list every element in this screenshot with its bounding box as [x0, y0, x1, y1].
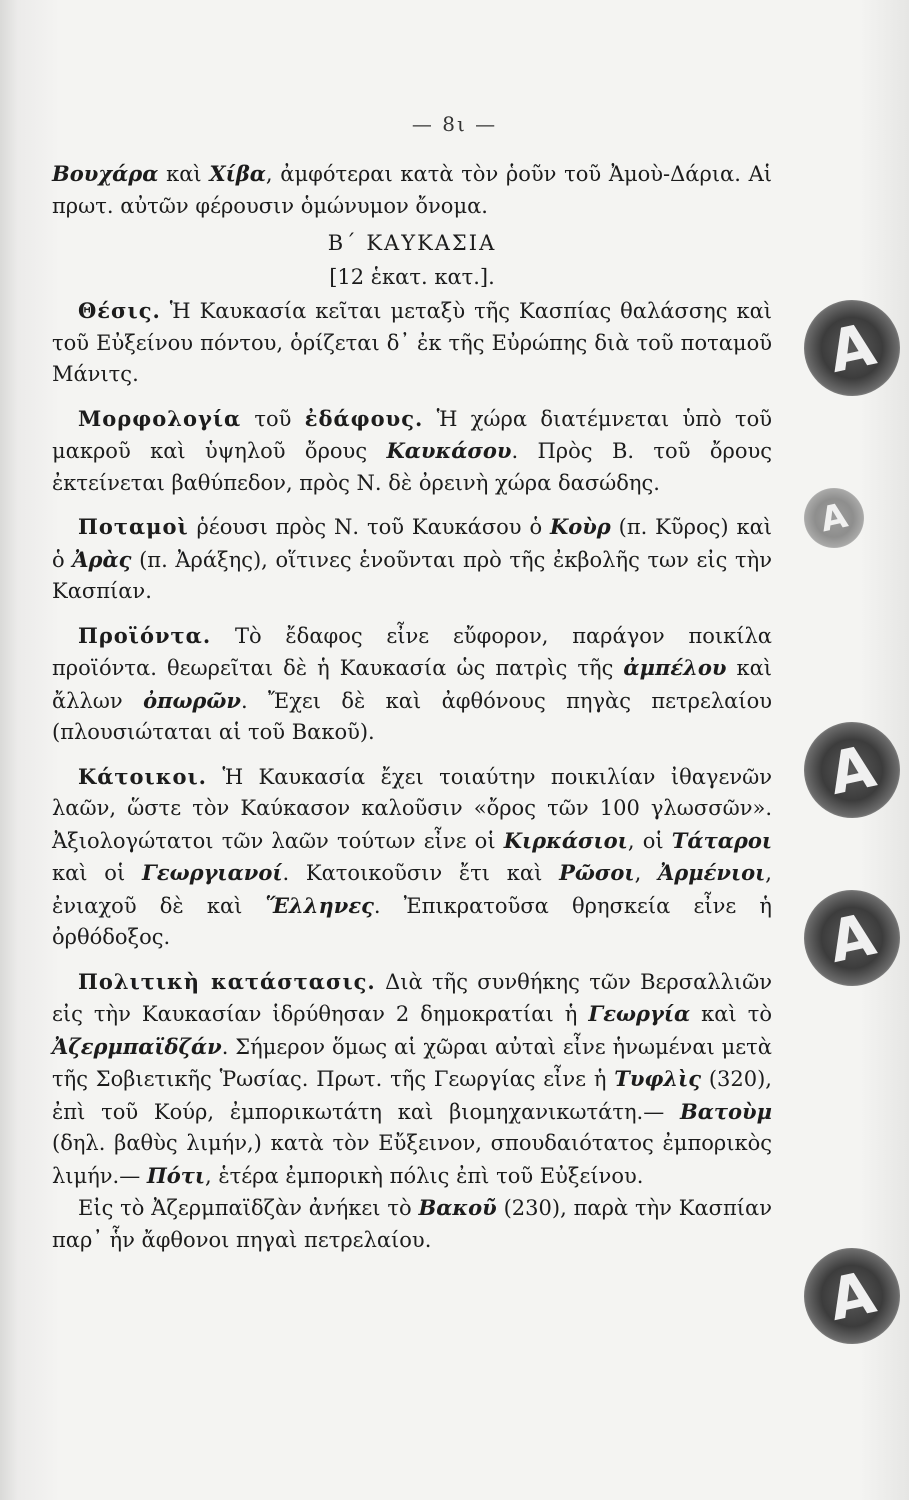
people-name: Γεωργιανοί — [141, 860, 283, 885]
body-text: . Ἐπικρατοῦσα θρησκεία εἶνε ἡ ὀρθόδοξος. — [52, 893, 772, 949]
body-text: (320), ἐπὶ τοῦ Κούρ, ἐμπορικωτάτη καὶ βιομηχανικωτάτη.— — [52, 1067, 772, 1124]
body-text: καὶ ἄλλων — [52, 656, 772, 713]
paragraph-bukhara-khiva — [52, 158, 772, 222]
body-text: Διὰ τῆς συνθήκης τῶν Βερσαλλιῶν εἰς τὴν Καυκασίαν ἱδρύθησαν 2 δημοκρατίαι ἡ — [52, 969, 772, 1026]
paragraph-heading: ἐδάφους. — [304, 405, 424, 431]
people-name: Ἕλληνες — [265, 892, 374, 918]
paragraph-heading: Μορφολογία — [78, 405, 242, 431]
place-name: Τυφλὶς — [614, 1066, 702, 1091]
page-body — [52, 158, 772, 1256]
body-text: καὶ οἱ — [52, 861, 142, 885]
place-name: Κοὺρ — [549, 514, 611, 539]
paragraph-heading: Θέσις. — [78, 298, 161, 323]
people-name: Τάταροι — [671, 827, 773, 853]
place-name: Βατοὺμ — [680, 1098, 772, 1124]
paragraph-position — [52, 295, 772, 391]
body-text: . Πρὸς Β. τοῦ ὄρους ἐκτείνεται βαθύπεδον, πρὸς Ν. δὲ ὀρεινὴ χώρα δασώδης. — [52, 439, 772, 495]
body-text: , ἀμφότεραι κατὰ τὸν ῥοῦν τοῦ Ἀμοὺ-Δάρια. Αἱ πρωτ. αὐτῶν φέρουσιν ὁμώνυμον ὄνομα. — [52, 162, 772, 218]
paragraph-heading: Προϊόντα. — [78, 622, 212, 648]
place-name: Βακοῦ — [418, 1195, 497, 1220]
body-text: Τὸ ἔδαφος εἶνε εὔφορον, παράγον ποικίλα προϊόντα. θεωρεῖται δὲ ἡ Καυκασία ὡς πατρὶς τῆς — [52, 623, 772, 680]
paragraph-products — [52, 620, 772, 749]
body-text: , — [634, 861, 658, 885]
body-text: Ἡ χώρα διατέμνεται ὑπὸ τοῦ μακροῦ καὶ ὑψηλοῦ ὄρους — [52, 406, 772, 463]
body-text: τοῦ — [241, 406, 305, 431]
section-area: [12 ἑκατ. κατ.]. — [329, 264, 495, 289]
body-text: ῥέουσι πρὸς Ν. τοῦ Καυκάσου ὁ — [188, 515, 550, 539]
place-name: Βουχάρα — [52, 161, 159, 186]
emphasis-term: ἀμπέλου — [623, 655, 727, 680]
body-text: . Κατοικοῦσιν ἔτι καὶ — [282, 861, 560, 885]
body-text: καὶ — [158, 162, 210, 186]
body-text: . Ἔχει δὲ καὶ ἀφθόνους πηγὰς πετρελαίου (πλουσιώταται αἱ τοῦ Βακοῦ). — [52, 688, 772, 744]
body-text: Εἰς τὸ Ἀζερμπαϊδζὰν ἀνήκει τὸ — [78, 1196, 419, 1220]
paragraph-political-situation — [52, 966, 772, 1193]
stamp-mark: A — [795, 291, 909, 405]
body-text: . Σήμερον ὅμως αἱ χῶραι αὐταὶ εἶνε ἡνωμέναι μετὰ τῆς Σοβιετικῆς Ῥωσίας. Πρωτ. τῆς Γεωργίας εἶνε ἡ — [52, 1034, 772, 1091]
place-name: Ἀρὰς — [72, 546, 132, 572]
body-text: Ἡ Καυκασία κεῖται μεταξὺ τῆς Κασπίας θαλάσσης καὶ τοῦ Εὐξείνου πόντου, ὁρίζεται δ᾿ ἐκ τῆς Εὐρώπης διὰ τοῦ ποταμοῦ Μάνιτς. — [52, 299, 772, 386]
body-text: , οἱ — [627, 828, 672, 853]
body-text: Ἡ Καυκασία ἔχει τοιαύτην ποικιλίαν ἰθαγενῶν λαῶν, ὥστε τὸν Καύκασον καλοῦσιν «ὄρος τῶν 100 γλωσσῶν». Ἀξιολογώτατοι τῶν λαῶν τούτων εἶνε οἱ — [52, 764, 772, 853]
stamp-mark: A — [795, 881, 909, 995]
stamp-mark: A — [795, 713, 909, 827]
page-number: — 8ι — — [411, 112, 498, 136]
body-text: (δηλ. βαθὺς λιμήν,) κατὰ τὸν Εὔξεινον, σπουδαιότατος ἐμπορικὸς λιμήν.— — [52, 1131, 772, 1188]
place-name: Γεωργία — [588, 1001, 691, 1026]
paragraph-baku — [52, 1192, 772, 1256]
people-name: Ἀρμένιοι — [658, 860, 766, 885]
body-text: (π. Κῦρος) καὶ ὁ — [52, 515, 772, 572]
people-name: Κιρκάσιοι — [503, 827, 628, 853]
place-name: Ἀζερμπαϊδζάν — [52, 1033, 222, 1059]
stamp-mark: A — [798, 482, 869, 553]
section-title: Β΄ ΚΑΥΚΑΣΙΑ — [327, 231, 497, 255]
paragraph-inhabitants — [52, 761, 772, 954]
body-text: καὶ τὸ — [690, 1002, 772, 1026]
paragraph-heading: Κάτοικοι. — [78, 763, 207, 789]
paragraph-morphology — [52, 403, 772, 500]
place-name: Πότι — [146, 1162, 206, 1188]
paragraph-heading: Πολιτικὴ κατάστασις. — [78, 968, 376, 994]
paragraph-rivers — [52, 511, 772, 608]
body-text: (π. Ἀράξης), οἵτινες ἑνοῦνται πρὸ τῆς ἐκβολῆς των εἰς τὴν Κασπίαν. — [52, 547, 773, 603]
place-name: Καυκάσου — [386, 438, 512, 463]
stamp-mark: A — [795, 1239, 909, 1353]
emphasis-term: ὀπωρῶν — [143, 687, 241, 713]
paragraph-heading: Ποταμοὶ — [78, 514, 189, 539]
body-text: , ἐνιαχοῦ δὲ καὶ — [52, 861, 772, 918]
place-name: Χίβα — [209, 161, 266, 186]
people-name: Ρῶσοι — [559, 860, 635, 885]
body-text: (230), παρὰ τὴν Κασπίαν παρ᾿ ἧν ἄφθονοι πηγαὶ πετρελαίου. — [52, 1196, 772, 1252]
body-text: , ἑτέρα ἐμπορικὴ πόλις ἐπὶ τοῦ Εὐξείνου. — [205, 1163, 644, 1188]
